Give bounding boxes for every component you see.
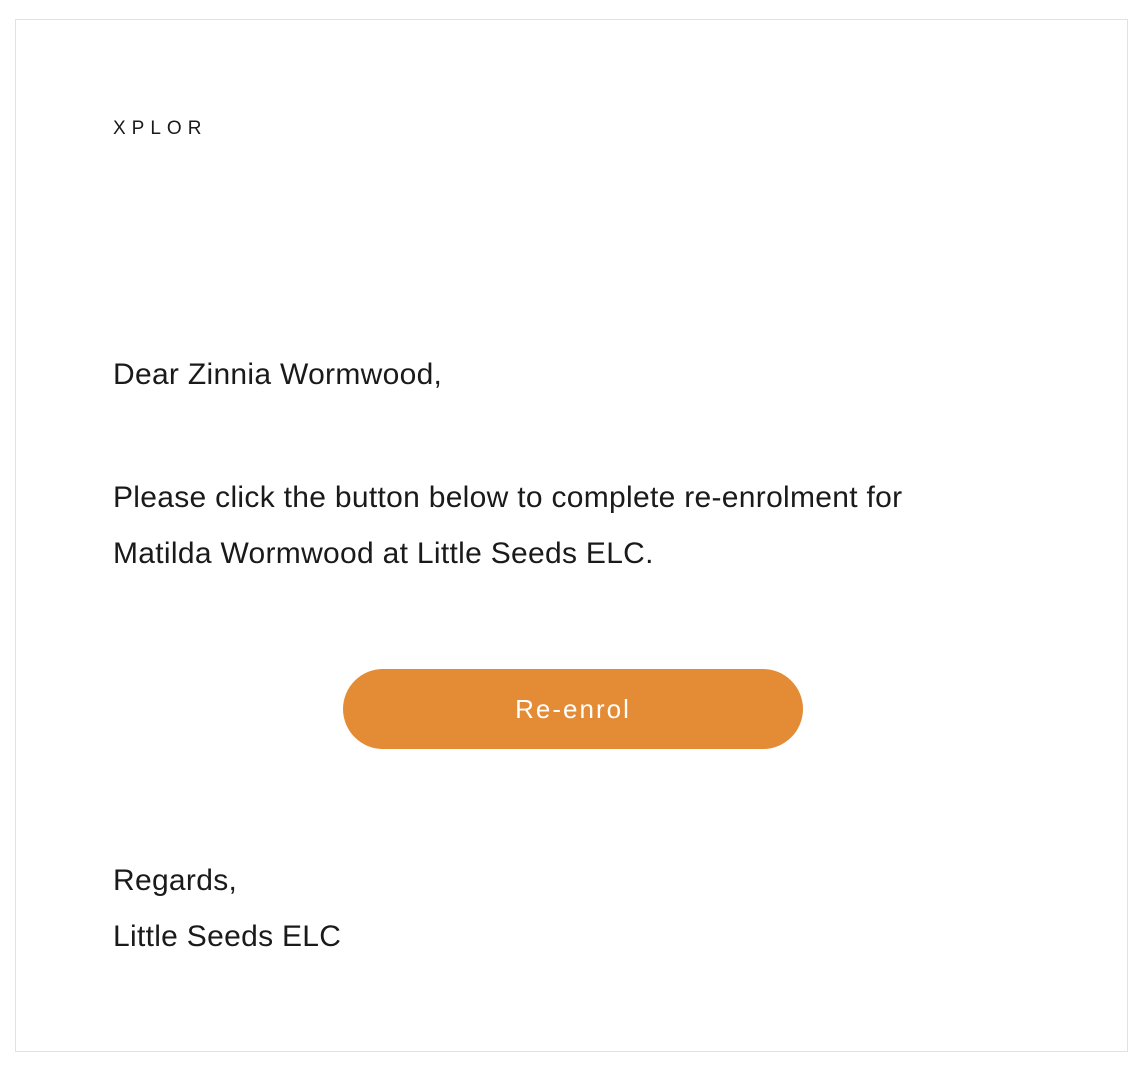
message-line: Matilda Wormwood at Little Seeds ELC.: [113, 537, 654, 570]
signoff: [113, 853, 341, 965]
message-body: [113, 470, 1033, 582]
brand-logo: XPLOR: [113, 118, 208, 139]
re-enrol-button[interactable]: Re-enrol: [343, 669, 803, 749]
greeting-text: Dear Zinnia Wormwood,: [113, 358, 443, 391]
email-card: [15, 19, 1128, 1052]
signoff-sender: Little Seeds ELC: [113, 920, 342, 953]
signoff-regards: Regards,: [113, 864, 238, 897]
message-line: Please click the button below to complete re-enrolment for: [113, 481, 903, 514]
